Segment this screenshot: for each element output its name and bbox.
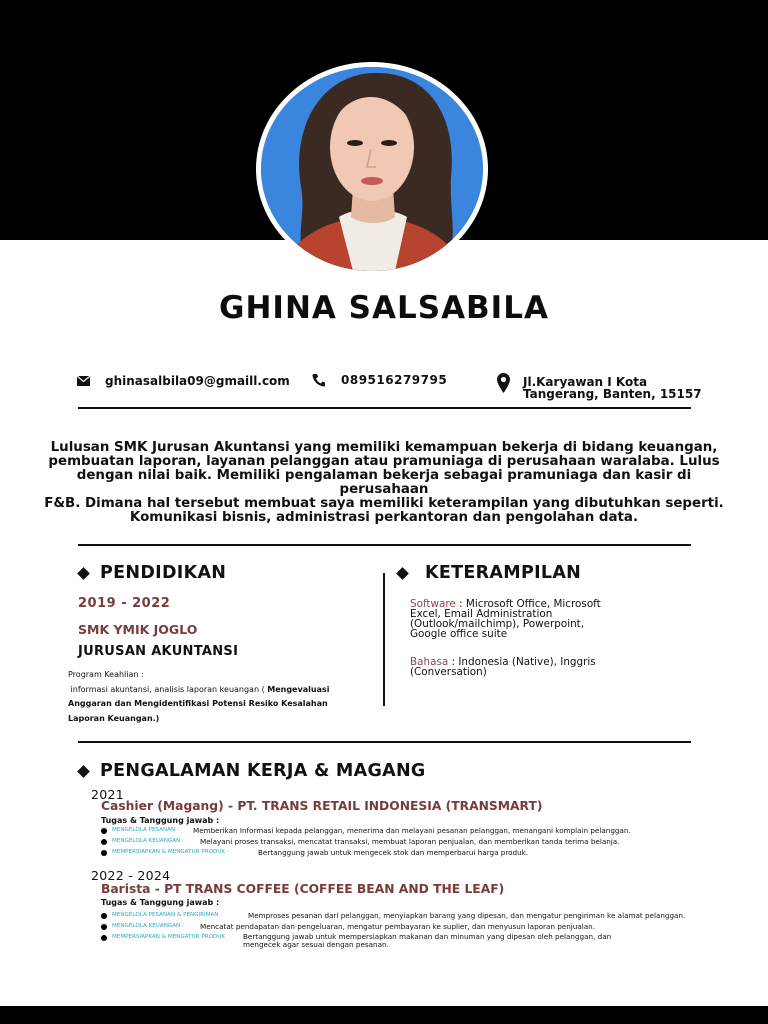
education-program bbox=[68, 668, 368, 726]
program-text-plain: informasi akuntansi, analisis laporan keuangan ( bbox=[70, 684, 265, 694]
list-bullet bbox=[101, 828, 107, 834]
envelope-icon bbox=[77, 376, 90, 386]
task-label: MEMPERSIAPKAN & MENGATUR PRODUK bbox=[112, 934, 226, 940]
skill-label: Bahasa bbox=[410, 656, 449, 668]
section-title-education: PENDIDIKAN bbox=[100, 563, 227, 583]
task-text: Mencatat pendapatan dan pengeluaran, mengatur pembayaran ke suplier, dan menyusun laporan penjualan. bbox=[200, 922, 595, 931]
candidate-name: GHINA SALSABILA bbox=[219, 290, 549, 326]
address-line-1: Jl.Karyawan I Kota bbox=[523, 375, 648, 389]
list-bullet bbox=[101, 850, 107, 856]
task-label: MEMPERSIAPKAN & MENGATUR PRODUK : bbox=[112, 849, 229, 855]
job-title: Barista - PT TRANS COFFEE (COFFEE BEAN AND THE LEAF) bbox=[101, 882, 505, 896]
education-years: 2019 - 2022 bbox=[78, 596, 171, 611]
program-text-line-2 bbox=[68, 697, 368, 712]
task-text: Memproses pesanan dari pelanggan, menyiapkan barang yang dipesan, dan mengatur pengiriman ke alamat pelanggan. bbox=[248, 911, 686, 920]
footer-band bbox=[0, 1006, 768, 1024]
education-school: SMK YMIK JOGLO bbox=[78, 622, 198, 637]
profile-photo bbox=[261, 67, 483, 271]
email-text[interactable]: ghinasalbila09@gmaill.com bbox=[105, 374, 290, 388]
divider-contact bbox=[78, 407, 691, 409]
summary-line: Lulusan SMK Jurusan Akuntansi yang memiliki kemampuan bekerja di bidang keuangan, bbox=[50, 440, 718, 455]
phone-icon bbox=[312, 373, 326, 387]
task-text bbox=[243, 933, 673, 949]
task-label: MENGELOLA KEUANGAN : bbox=[112, 923, 184, 929]
list-bullet bbox=[101, 839, 107, 845]
section-title-skills: KETERAMPILAN bbox=[425, 563, 582, 583]
program-text-bold: Anggaran dan Mengidentifikasi Potensi Resiko Kesalahan bbox=[68, 699, 328, 708]
list-bullet bbox=[101, 913, 107, 919]
program-label: Program Keahlian : bbox=[68, 670, 144, 679]
diamond-bullet-icon bbox=[396, 567, 409, 580]
program-text-bold: Laporan Keuangan.) bbox=[68, 713, 160, 723]
task-label: MENGELOLA PESANAN & PENGIRIMAN : bbox=[112, 912, 223, 918]
task-text-line: mengecek agar sesuai dengan pesanan. bbox=[243, 940, 389, 949]
profile-photo-frame bbox=[256, 62, 488, 276]
job-year: 2021 bbox=[91, 787, 125, 802]
skill-software bbox=[410, 599, 650, 639]
job-title: Cashier (Magang) - PT. TRANS RETAIL INDONESIA (TRANSMART) bbox=[101, 799, 543, 813]
skill-value: (Conversation) bbox=[410, 666, 487, 678]
list-bullet bbox=[101, 935, 107, 941]
skill-value: Excel, Email Administration bbox=[410, 608, 553, 620]
summary-line: F&B. Dimana hal tersebut membuat saya memiliki keterampilan yang dibutuhkan seperti. bbox=[44, 496, 724, 511]
job-duty-header: Tugas & Tanggung jawab : bbox=[101, 816, 220, 825]
profile-summary bbox=[40, 441, 728, 525]
list-bullet bbox=[101, 924, 107, 930]
task-label: MENGELOLA KEUANGAN : bbox=[112, 838, 184, 844]
skill-label: Software bbox=[410, 598, 456, 610]
program-text-line-1 bbox=[68, 683, 368, 698]
education-major: JURUSAN AKUNTANSI bbox=[78, 644, 239, 659]
job-year: 2022 - 2024 bbox=[91, 868, 171, 883]
skill-language bbox=[410, 657, 650, 677]
task-text: Memberikan Informasi kepada pelanggan, menerima dan melayani pesanan pelanggan, menangani komplain pelanggan. bbox=[193, 826, 631, 835]
task-text: Melayani proses transaksi, mencatat transaksi, membuat laporan penjualan, dan memberikan tanda terima belanja. bbox=[200, 837, 620, 846]
phone-text[interactable]: 089516279795 bbox=[341, 373, 448, 387]
skill-value: (Outlook/mailchimp), Powerpoint, bbox=[410, 618, 585, 630]
location-pin-icon bbox=[497, 373, 510, 393]
skill-value: : Indonesia (Native), Inggris bbox=[448, 656, 596, 668]
program-text-line-3 bbox=[68, 712, 368, 727]
section-title-experience: PENGALAMAN KERJA & MAGANG bbox=[100, 761, 426, 781]
skill-value: Google office suite bbox=[410, 628, 508, 640]
summary-line: pembuatan laporan, layanan pelanggan atau pramuniaga di perusahaan waralaba. Lulus bbox=[48, 454, 720, 469]
task-text: Bertanggung jawab untuk mengecek stok dan memperbarui harga produk. bbox=[258, 848, 529, 857]
program-text-bold: Mengevaluasi bbox=[267, 684, 330, 694]
job-duty-header: Tugas & Tanggung jawab : bbox=[101, 898, 220, 907]
summary-line: Komunikasi bisnis, administrasi perkantoran dan pengolahan data. bbox=[129, 510, 639, 525]
task-text-line: Bertanggung jawab untuk mempersiapkan makanan dan minuman yang dipesan oleh pelanggan, dan bbox=[243, 932, 612, 941]
summary-line: dengan nilai baik. Memiliki pengalaman bekerja sebagai pramuniaga dan kasir di perusahaan bbox=[76, 468, 692, 497]
address-line-2: Tangerang, Banten, 15157 bbox=[523, 387, 702, 401]
task-label: MENGELOLA PESANAN : bbox=[112, 827, 179, 833]
divider-summary bbox=[78, 544, 691, 546]
diamond-bullet-icon bbox=[77, 765, 90, 778]
column-divider bbox=[383, 573, 385, 706]
diamond-bullet-icon bbox=[77, 567, 90, 580]
skill-value: : Microsoft Office, Microsoft bbox=[455, 598, 601, 610]
divider-experience bbox=[78, 741, 691, 743]
